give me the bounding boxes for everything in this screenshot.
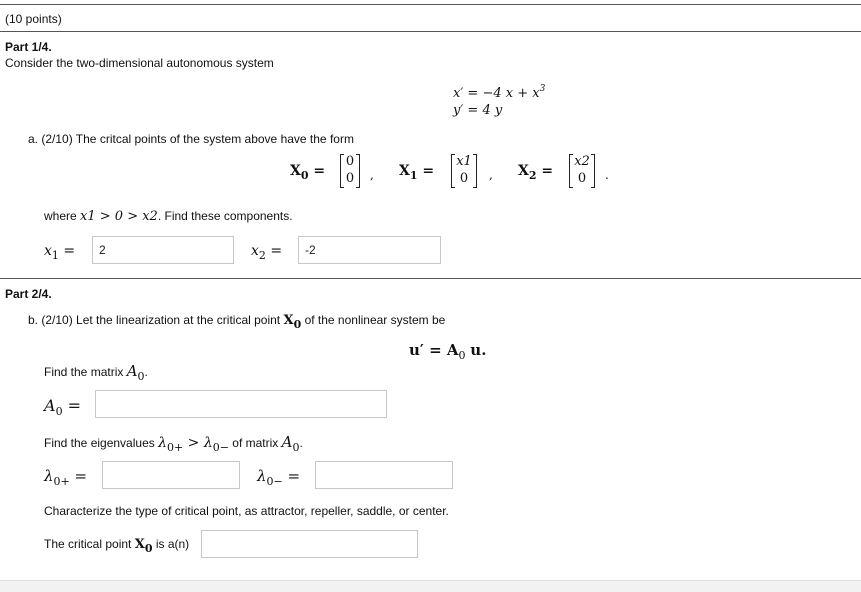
linearization-equation: $u' = A_0$ u. (409, 341, 487, 362)
critical-point-1-vector (451, 154, 477, 188)
x1-input[interactable]: 2 (92, 236, 234, 264)
part-divider (0, 278, 861, 279)
points-label: (10 points) (5, 12, 62, 26)
vector-1-bottom: 0 (459, 171, 469, 186)
find-matrix-text: Find the matrix $A_0$. (44, 362, 148, 383)
lambda-plus-input[interactable] (102, 461, 240, 489)
where-text: where x1 > 0 > x2. Find these components. (44, 209, 293, 224)
system-equation-1: x′ = −4 $x + x^3$ (453, 84, 546, 101)
critical-point-0-label: $X_0$ = (290, 163, 326, 182)
vector-0-top: 0 (345, 154, 355, 169)
vector-1-top: x1 (456, 154, 472, 169)
critical-point-text: The critical point $X_0$ is a(n) (44, 537, 190, 555)
question-a: a. (2/10) The critcal points of the system above have the form (28, 132, 354, 146)
part2-title: Part 2/4. (5, 287, 52, 301)
lambda-plus-label: $\lambda_{0+}$ = (44, 467, 88, 488)
lambda-minus-input[interactable] (315, 461, 453, 489)
system-equation-2: y′ = 4 y (453, 103, 503, 118)
a0-input[interactable] (95, 390, 387, 418)
top-divider (0, 4, 861, 5)
find-eigenvalues-text: Find the eigenvalues $\lambda_{0+} > \lambda_{0-}$ of matrix $A_0$. (44, 433, 303, 454)
x0-symbol: $X_0$ (283, 313, 302, 331)
question-b: b. (2/10) Let the linearization at the critical point $X_0$ of the nonlinear system be (28, 313, 446, 331)
x1-label: $x_1$ = (44, 243, 76, 262)
critical-point-0-vector (340, 154, 360, 188)
x2-input[interactable]: -2 (298, 236, 441, 264)
part1-title: Part 1/4. (5, 40, 52, 54)
vector-2-top: x2 (574, 154, 590, 169)
critical-point-1-label: $X_1$ = (399, 163, 435, 182)
header-divider (0, 31, 861, 32)
characterize-text: Characterize the type of critical point, as attractor, repeller, saddle, or center. (44, 504, 449, 518)
lambda-minus-label: $\lambda_{0-}$ = (257, 467, 301, 488)
critical-type-input[interactable] (201, 530, 418, 558)
vector-2-bottom: 0 (577, 171, 587, 186)
part1-intro: Consider the two-dimensional autonomous system (5, 56, 274, 70)
footer-bar (0, 580, 861, 592)
vector-0-bottom: 0 (345, 171, 355, 186)
x2-label: $x_2$ = (251, 243, 283, 262)
a0-label: $A_0$ = (44, 396, 82, 418)
where-inequality: x1 > 0 > x2 (80, 209, 158, 224)
critical-point-2-label: $X_2$ = (518, 163, 554, 182)
critical-point-2-vector (569, 154, 595, 188)
